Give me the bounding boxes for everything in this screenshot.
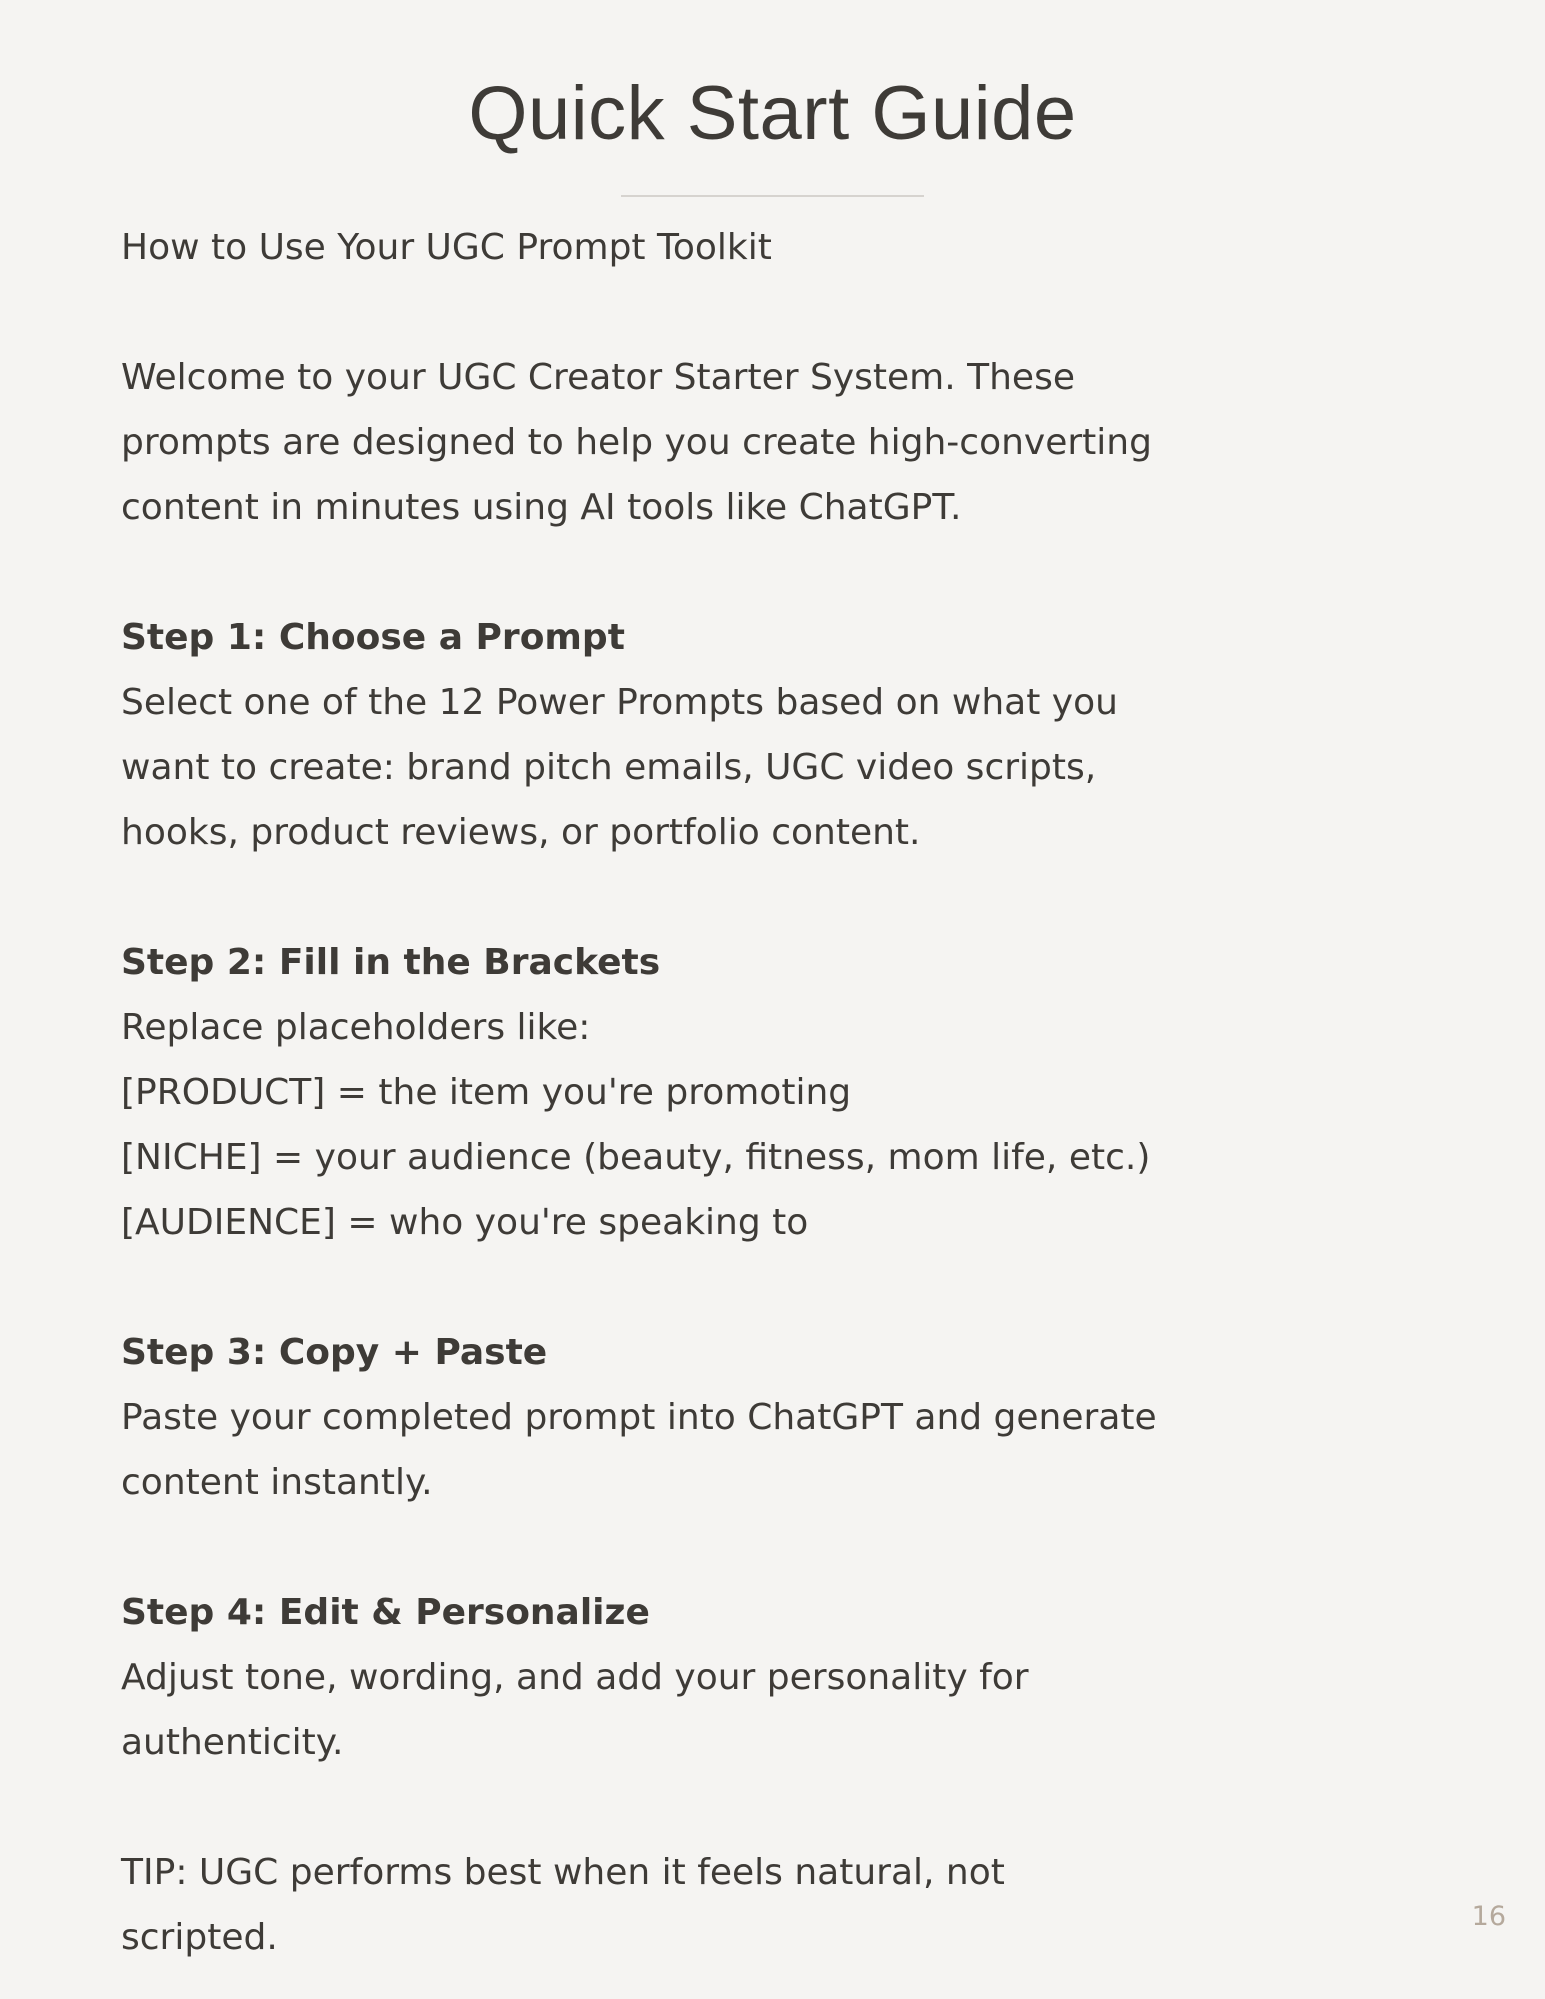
intro-line: prompts are designed to help you create high-converting <box>121 422 1152 463</box>
step-heading: Step 1: Choose a Prompt <box>121 617 625 658</box>
tip-paragraph <box>121 1840 1161 1970</box>
tip-line: TIP: UGC performs best when it feels natural, not <box>121 1852 1005 1893</box>
step-3 <box>121 1320 1161 1515</box>
title-divider <box>621 195 924 197</box>
step-line: [NICHE] = your audience (beauty, fitness, mom life, etc.) <box>121 1137 1151 1178</box>
step-4 <box>121 1580 1161 1775</box>
step-line: authenticity. <box>121 1722 344 1763</box>
tip-line: scripted. <box>121 1917 278 1958</box>
step-line: Select one of the 12 Power Prompts based on what you <box>121 682 1118 723</box>
intro-paragraph <box>121 345 1161 540</box>
guide-content <box>121 215 1161 1970</box>
step-heading: Step 4: Edit & Personalize <box>121 1592 650 1633</box>
spacer <box>121 1255 1161 1320</box>
step-2 <box>121 930 1161 1255</box>
step-line: [PRODUCT] = the item you're promoting <box>121 1072 852 1113</box>
subtitle: How to Use Your UGC Prompt Toolkit <box>121 227 772 268</box>
step-1 <box>121 605 1161 865</box>
spacer <box>121 280 1161 345</box>
step-line: Replace placeholders like: <box>121 1007 591 1048</box>
step-line: want to create: brand pitch emails, UGC video scripts, <box>121 747 1097 788</box>
intro-line: Welcome to your UGC Creator Starter System. These <box>121 357 1075 398</box>
spacer <box>121 540 1161 605</box>
step-line: hooks, product reviews, or portfolio content. <box>121 812 921 853</box>
page-number: 16 <box>1471 1901 1506 1932</box>
step-line: Paste your completed prompt into ChatGPT and generate <box>121 1397 1157 1438</box>
spacer <box>121 1775 1161 1840</box>
step-line: content instantly. <box>121 1462 433 1503</box>
step-line: [AUDIENCE] = who you're speaking to <box>121 1202 809 1243</box>
step-heading: Step 2: Fill in the Brackets <box>121 942 661 983</box>
spacer <box>121 1515 1161 1580</box>
step-heading: Step 3: Copy + Paste <box>121 1332 548 1373</box>
page-title: Quick Start Guide <box>468 71 1077 156</box>
spacer <box>121 865 1161 930</box>
intro-line: content in minutes using AI tools like ChatGPT. <box>121 487 962 528</box>
step-line: Adjust tone, wording, and add your personality for <box>121 1657 1029 1698</box>
